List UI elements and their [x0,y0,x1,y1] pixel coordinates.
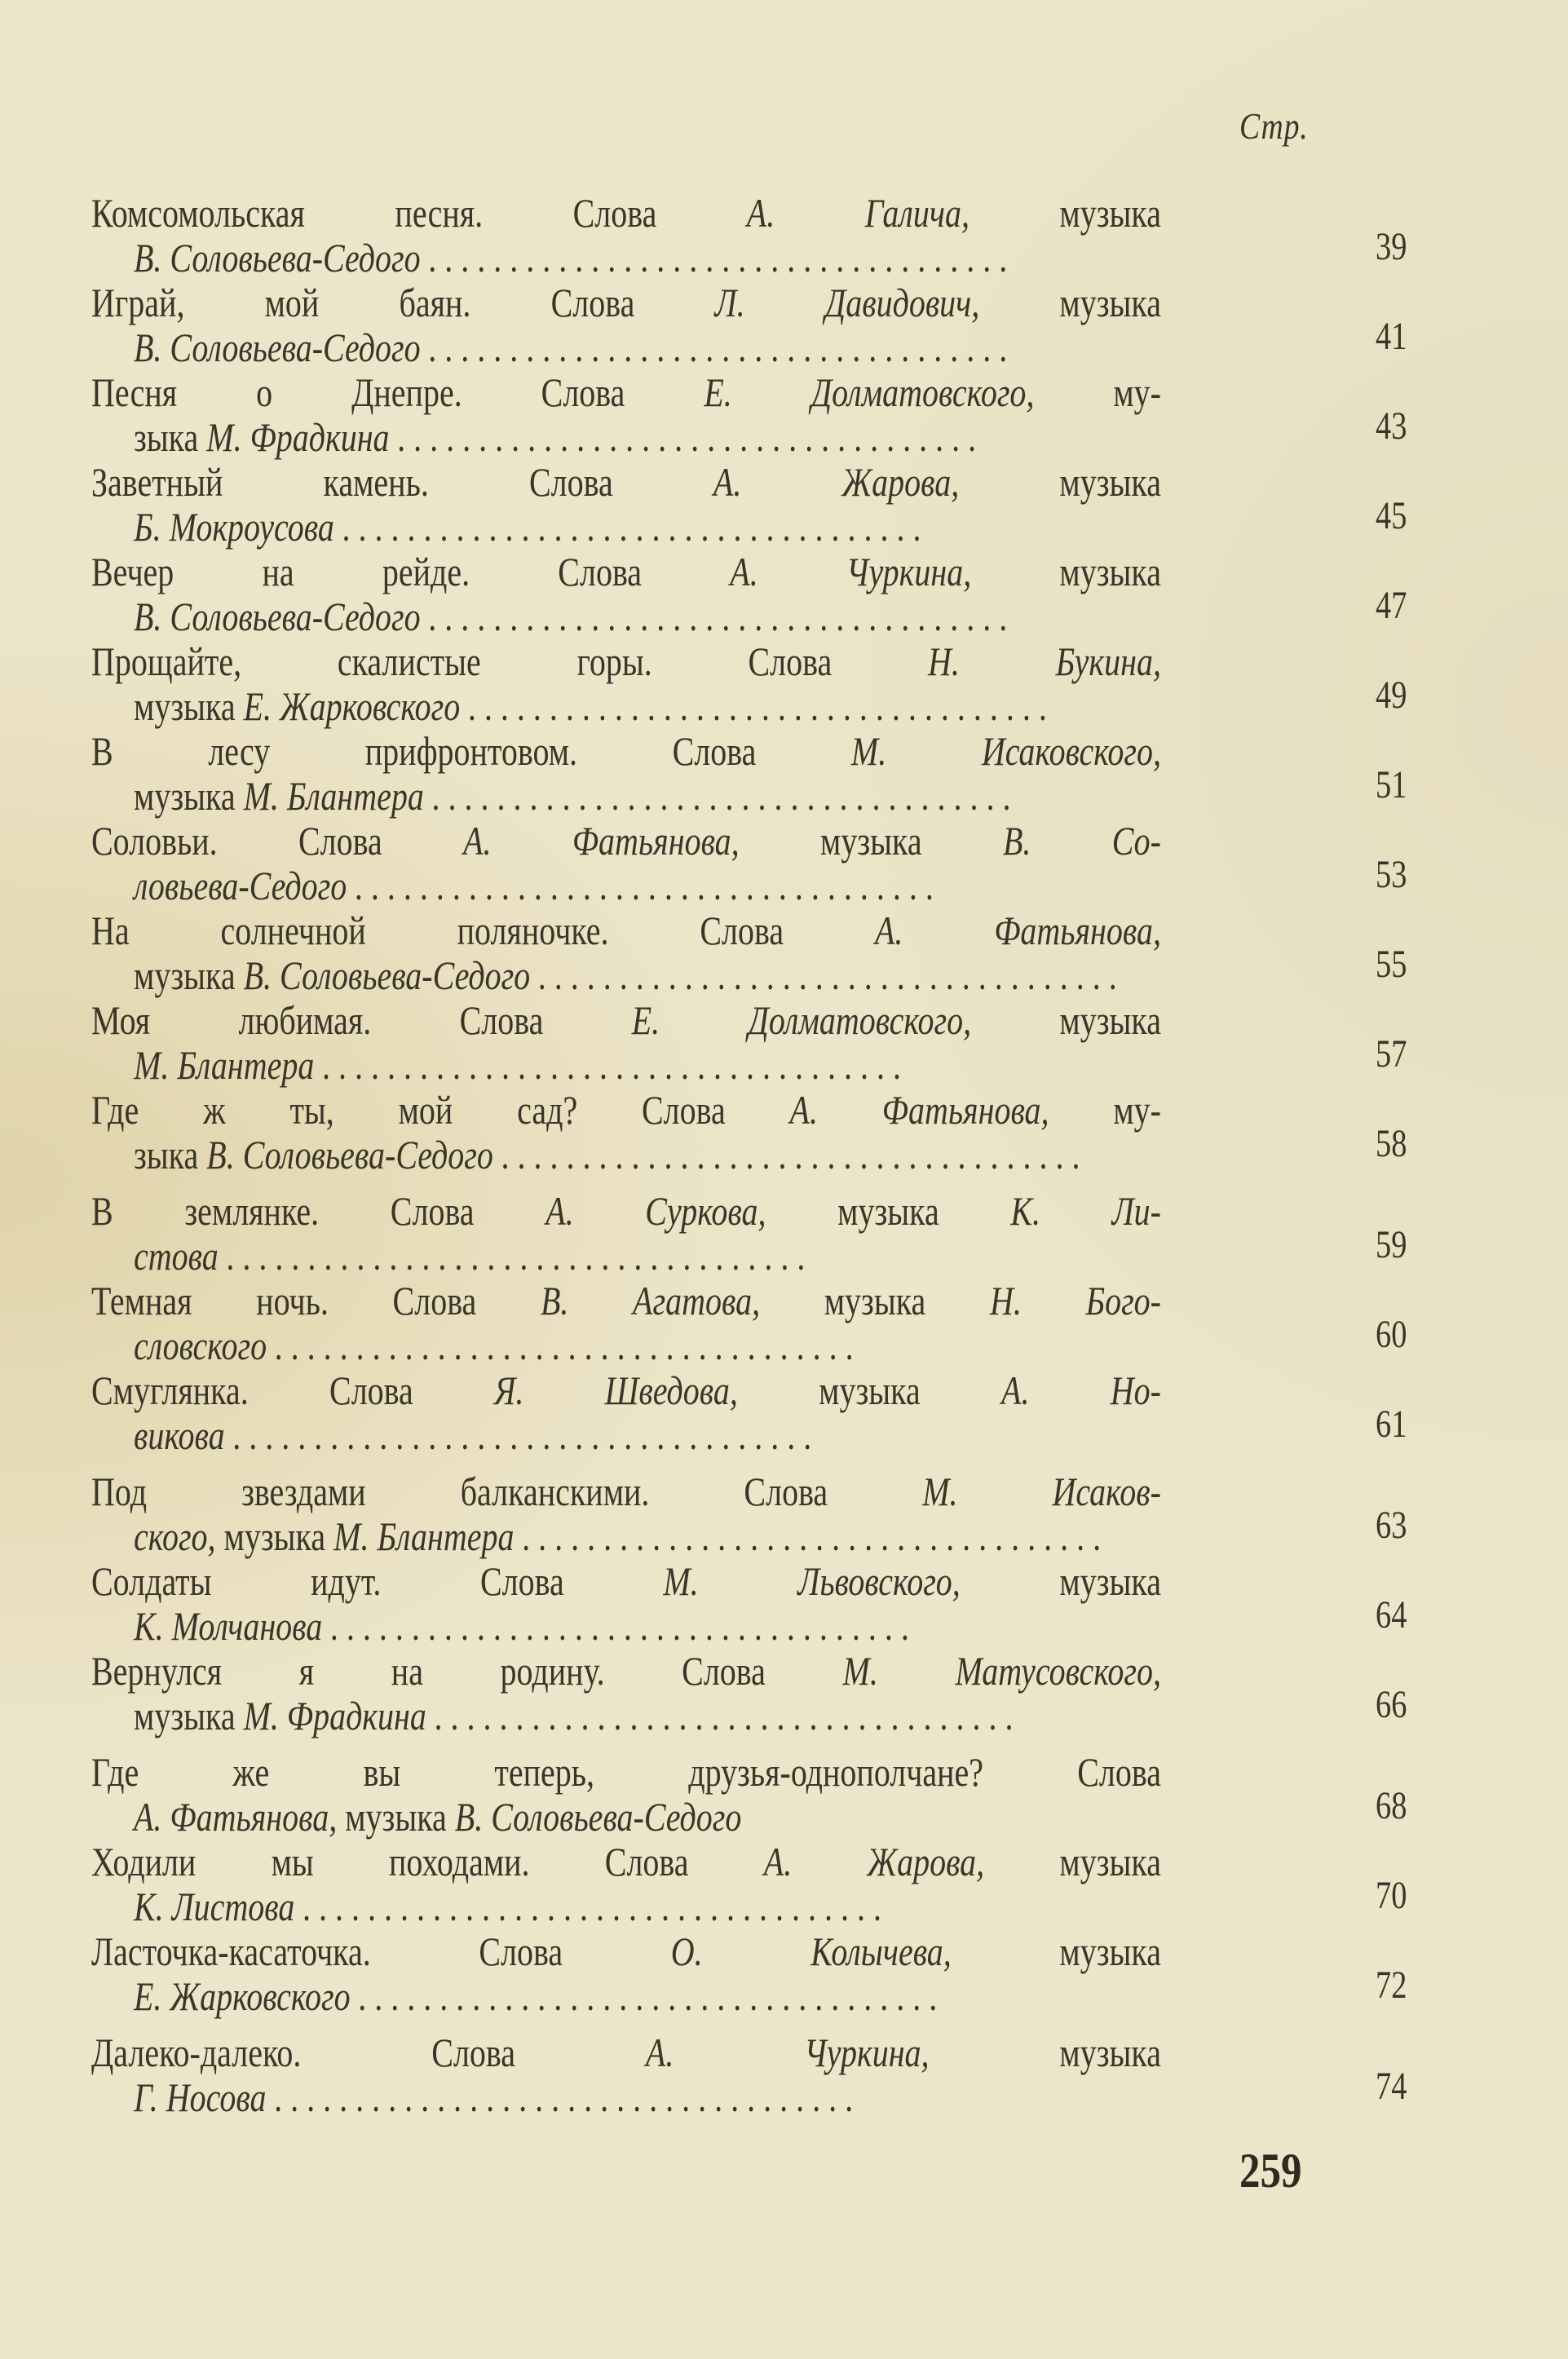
author-name-italic: В. Соловьева-Седого [206,1132,493,1177]
entry-text: музыка [739,818,1003,864]
entry-credit-line [134,773,1161,819]
entry-credit-line [134,1603,1161,1649]
entry-text: музыка [984,1839,1161,1884]
entry-page-number: 61 [1376,1403,1407,1446]
entry-title-line [91,459,1161,505]
entry-text: музыка [979,280,1161,325]
entry-credit-text [134,1513,514,1559]
entry-text: Соловьи. Слова [91,818,464,864]
entry-title-line [91,1087,1161,1133]
entry-text: Под звездами балканскими. Слова [91,1469,923,1514]
entry-page-number: 55 [1376,943,1407,986]
author-name-italic: К. Молчанова [134,1603,323,1649]
author-name-italic: М. Исаковского, [850,728,1161,774]
toc-entry[interactable] [91,1648,1407,1738]
entry-credit-line [134,414,1161,460]
toc-entry[interactable] [91,1558,1407,1649]
entry-credit-line [134,1973,1161,2019]
author-name-italic: М. Блантера [333,1513,515,1559]
author-name-italic: А. Чуркина, [730,549,972,594]
author-name-italic: А. Жарова, [713,459,960,505]
entry-page-number: 59 [1376,1223,1407,1266]
entry-credit-line [134,1042,1161,1088]
entry-title-line [91,1558,1161,1604]
entry-credit-text [134,683,460,729]
author-name-italic: А. Чуркина, [645,2030,930,2075]
toc-entry[interactable] [91,908,1407,998]
entry-text: музыка [134,1693,244,1738]
entry-text: музыка [929,2030,1161,2075]
author-name-italic: К. Ли- [1010,1188,1161,1234]
entry-credit-line [134,1132,1161,1177]
author-name-italic: М. Блантера [243,773,424,819]
dot-leader: . . . . . . . . . . . . . . . . . . . . . . . . . . . . . . . . . . . . [232,1412,812,1458]
entry-text: В лесу прифронтовом. Слова [91,728,851,774]
entry-text: зыка [134,1132,207,1177]
entry-text: музыка [215,1513,334,1559]
author-name-italic: А. Фатьянова, [789,1087,1049,1133]
entry-credit-line [134,1794,1161,1840]
author-name-italic: В. Соловьева-Седого [134,235,421,281]
dot-leader: . . . . . . . . . . . . . . . . . . . . . . . . . . . . . . . . . . . . [431,773,1011,819]
entry-text: музыка [134,683,244,729]
author-name-italic: А. Фатьянова, [874,908,1161,953]
author-name-italic: Н. Бого- [989,1278,1162,1323]
author-name-italic: Я. Шведова, [494,1367,738,1413]
dot-leader: . . . . . . . . . . . . . . . . . . . . . . . . . . . . . . . . . . . . [358,1973,938,2019]
entry-credit-line [134,1513,1161,1559]
entry-text: музыка [134,952,244,998]
entry-page-number: 60 [1376,1313,1407,1356]
entry-credit-line [134,2074,1161,2120]
entry-text: Далеко-далеко. Слова [91,2030,646,2075]
author-name-italic: М. Исаков- [922,1469,1161,1514]
entry-credit-line [134,504,1161,550]
entry-text: му- [1049,1087,1161,1133]
author-name-italic: В. Со- [1002,818,1161,864]
entry-text: музыка [959,459,1161,505]
entry-text: Ласточка-касаточка. Слова [91,1928,671,1974]
entry-page-number: 74 [1376,2065,1407,2108]
toc-entry[interactable] [91,369,1407,460]
author-name-italic: словского [134,1323,267,1368]
entry-page-number: 70 [1376,1874,1407,1917]
dot-leader: . . . . . . . . . . . . . . . . . . . . . . . . . . . . . . . . . . . . [428,325,1008,370]
entry-page-number: 72 [1376,1964,1407,2007]
entry-credit-text [134,414,390,460]
author-name-italic: К. Листова [134,1884,295,1929]
page-number-folio: 259 [1239,2144,1302,2198]
author-name-italic: А. Фатьянова, [134,1794,338,1840]
entry-credit-line [134,1693,1161,1738]
entry-credit-text [134,1794,741,1840]
entry-title-line [91,1749,1161,1795]
dot-leader: . . . . . . . . . . . . . . . . . . . . . . . . . . . . . . . . . . . . [397,414,977,460]
author-name-italic: М. Блантера [134,1042,315,1088]
author-name-italic: ского, [134,1513,216,1559]
entry-text: музыка [951,1928,1161,1974]
entry-title-line [91,369,1161,415]
toc-entry[interactable] [91,1278,1407,1368]
entry-page-number: 68 [1376,1784,1407,1827]
entry-text: Прощайте, скалистые горы. Слова [91,638,928,684]
entry-title-line [91,1469,1161,1514]
dot-leader: . . . . . . . . . . . . . . . . . . . . . . . . . . . . . . . . . . . . [342,504,921,550]
entry-title-line [91,728,1161,774]
dot-leader: . . . . . . . . . . . . . . . . . . . . . . . . . . . . . . . . . . . . [274,2074,854,2120]
entry-page-number: 41 [1376,315,1407,358]
dot-leader: . . . . . . . . . . . . . . . . . . . . . . . . . . . . . . . . . . . . [274,1323,854,1368]
toc-entry[interactable] [91,1749,1407,1840]
entry-title-line [91,638,1161,684]
entry-title-line [91,1839,1161,1884]
dot-leader: . . . . . . . . . . . . . . . . . . . . . . . . . . . . . . . . . . . . [522,1513,1102,1559]
entry-text: Ходили мы походами. Слова [91,1839,764,1884]
entry-page-number: 51 [1376,763,1407,806]
author-name-italic: викова [134,1412,225,1458]
entry-credit-line [134,1884,1161,1929]
dot-leader: . . . . . . . . . . . . . . . . . . . . . . . . . . . . . . . . . . . . [467,683,1047,729]
toc-entry[interactable] [91,459,1407,550]
entry-credit-line [134,594,1161,639]
entry-credit-line [134,1323,1161,1368]
entry-page-number: 53 [1376,853,1407,896]
toc-entry[interactable] [91,728,1407,819]
entry-credit-text [134,325,421,370]
entry-title-line [91,1367,1161,1413]
entry-text: музыка [737,1367,1002,1413]
dot-leader: . . . . . . . . . . . . . . . . . . . . . . . . . . . . . . . . . . . . [501,1132,1080,1177]
toc-entry[interactable] [91,1928,1407,2019]
entry-text: музыка [971,549,1161,594]
entry-credit-text [134,1042,314,1088]
toc-entry[interactable] [91,997,1407,1088]
author-name-italic: Е. Долматовского, [631,997,972,1043]
entry-credit-line [134,325,1161,370]
entry-credit-line [134,1412,1161,1458]
entry-text: Вернулся я на родину. Слова [91,1648,843,1694]
entry-credit-text [134,1132,493,1177]
toc-entry[interactable] [91,1839,1407,1929]
entry-credit-text [134,952,530,998]
entry-text: Вечер на рейде. Слова [91,549,731,594]
author-name-italic: В. Агатова, [540,1278,761,1323]
toc-entry[interactable] [91,280,1407,370]
author-name-italic: Н. Букина, [927,638,1161,684]
entry-page-number: 64 [1376,1593,1407,1637]
toc-entry[interactable] [91,190,1407,281]
author-name-italic: В. Соловьева-Седого [243,952,531,998]
toc-entry[interactable] [91,2030,1407,2120]
entry-text: музыка [760,1278,990,1323]
author-name-italic: В. Соловьева-Седого [134,594,421,639]
entry-text: В землянке. Слова [91,1188,546,1234]
entry-page-number: 49 [1376,674,1407,717]
table-of-contents [91,190,1407,2120]
entry-credit-line [134,235,1161,281]
author-name-italic: Г. Носова [134,2074,267,2120]
dot-leader: . . . . . . . . . . . . . . . . . . . . . . . . . . . . . . . . . . . . [354,863,934,908]
entry-title-line [91,1188,1161,1234]
dot-leader: . . . . . . . . . . . . . . . . . . . . . . . . . . . . . . . . . . . . [434,1693,1014,1738]
entry-text: музыка [134,773,244,819]
entry-title-line [91,908,1161,953]
entry-credit-text [134,863,347,908]
entry-credit-line [134,863,1161,908]
author-name-italic: В. Соловьева-Седого [454,1794,742,1840]
entry-credit-text [134,1973,351,2019]
entry-credit-line [134,952,1161,998]
page-column-label: Стр. [1239,105,1309,147]
entry-text: Играй, мой баян. Слова [91,280,715,325]
dot-leader: . . . . . . . . . . . . . . . . . . . . . . . . . . . . . . . . . . . . [537,952,1117,998]
entry-text: Заветный камень. Слова [91,459,713,505]
author-name-italic: В. Соловьева-Седого [134,325,421,370]
author-name-italic: стова [134,1233,219,1279]
author-name-italic: Е. Долматовского, [704,369,1035,415]
toc-entry[interactable] [91,1367,1407,1458]
author-name-italic: А. Галича, [746,190,970,236]
toc-entry[interactable] [91,1469,1407,1559]
entry-text: музыка [969,190,1161,236]
author-name-italic: А. Но- [1001,1367,1161,1413]
author-name-italic: А. Жарова, [763,1839,985,1884]
entry-text: Песня о Днепре. Слова [91,369,704,415]
author-name-italic: М. Львовского, [663,1558,961,1604]
entry-credit-text [134,1603,322,1649]
toc-entry[interactable] [91,549,1407,639]
entry-title-line [91,1928,1161,1974]
entry-page-number: 66 [1376,1683,1407,1726]
entry-page-number: 45 [1376,494,1407,537]
dot-leader: . . . . . . . . . . . . . . . . . . . . . . . . . . . . . . . . . . . . [329,1603,909,1649]
entry-text: музыка [337,1794,455,1840]
dot-leader: . . . . . . . . . . . . . . . . . . . . . . . . . . . . . . . . . . . . [302,1884,881,1929]
entry-title-line [91,1648,1161,1694]
toc-entry[interactable] [91,1087,1407,1177]
entry-text: Моя любимая. Слова [91,997,632,1043]
author-name-italic: Е. Жарковского [243,683,461,729]
entry-credit-text [134,1693,426,1738]
author-name-italic: А. Фатьянова, [463,818,740,864]
toc-entry[interactable] [91,818,1407,908]
entry-page-number: 58 [1376,1122,1407,1165]
author-name-italic: А. Суркова, [545,1188,766,1234]
entry-text: Где же вы теперь, друзья-однополчане? Слова [91,1749,1161,1795]
entry-credit-text [134,1412,225,1458]
entry-page-number: 57 [1376,1032,1407,1076]
author-name-italic: М. Фрадкина [243,1693,426,1738]
author-name-italic: М. Фрадкина [206,414,390,460]
entry-title-line [91,549,1161,594]
entry-text: музыка [960,1558,1161,1604]
entry-title-line [91,280,1161,325]
entry-credit-text [134,1884,294,1929]
entry-text: Комсомольская песня. Слова [91,190,747,236]
entry-credit-text [134,235,421,281]
entry-title-line [91,1278,1161,1323]
entry-text: Где ж ты, мой сад? Слова [91,1087,790,1133]
entry-text: Смуглянка. Слова [91,1367,495,1413]
entry-credit-text [134,2074,266,2120]
entry-page-number: 43 [1376,404,1407,448]
author-name-italic: Е. Жарковского [134,1973,351,2019]
author-name-italic: Б. Мокроусова [134,504,334,550]
entry-page-number: 63 [1376,1504,1407,1547]
entry-credit-text [134,1233,219,1279]
toc-entry[interactable] [91,1188,1407,1279]
entry-text: музыка [971,997,1162,1043]
entry-text: Солдаты идут. Слова [91,1558,664,1604]
author-name-italic: О. Колычева, [670,1928,952,1974]
entry-credit-line [134,1233,1161,1279]
entry-page-number: 47 [1376,584,1407,627]
entry-title-line [91,818,1161,864]
author-name-italic: М. Матусовского, [842,1648,1161,1694]
entry-text: Темная ночь. Слова [91,1278,541,1323]
entry-title-line [91,2030,1161,2075]
author-name-italic: Л. Давидович, [714,280,980,325]
entry-page-number: 39 [1376,225,1407,268]
entry-text: зыка [134,414,207,460]
entry-text: На солнечной поляночке. Слова [91,908,875,953]
entry-credit-text [134,594,421,639]
entry-text: му- [1034,369,1162,415]
entry-credit-line [134,683,1161,729]
dot-leader: . . . . . . . . . . . . . . . . . . . . . . . . . . . . . . . . . . . . [428,235,1008,281]
dot-leader: . . . . . . . . . . . . . . . . . . . . . . . . . . . . . . . . . . . . [428,594,1008,639]
entry-credit-text [134,504,334,550]
entry-text: музыка [766,1188,1011,1234]
toc-entry[interactable] [91,638,1407,729]
entry-credit-text [134,1323,267,1368]
author-name-italic: ловьева-Седого [134,863,347,908]
entry-title-line [91,997,1161,1043]
entry-title-line [91,190,1161,236]
dot-leader: . . . . . . . . . . . . . . . . . . . . . . . . . . . . . . . . . . . . [226,1233,806,1279]
dot-leader: . . . . . . . . . . . . . . . . . . . . . . . . . . . . . . . . . . . . [321,1042,901,1088]
entry-credit-text [134,773,424,819]
